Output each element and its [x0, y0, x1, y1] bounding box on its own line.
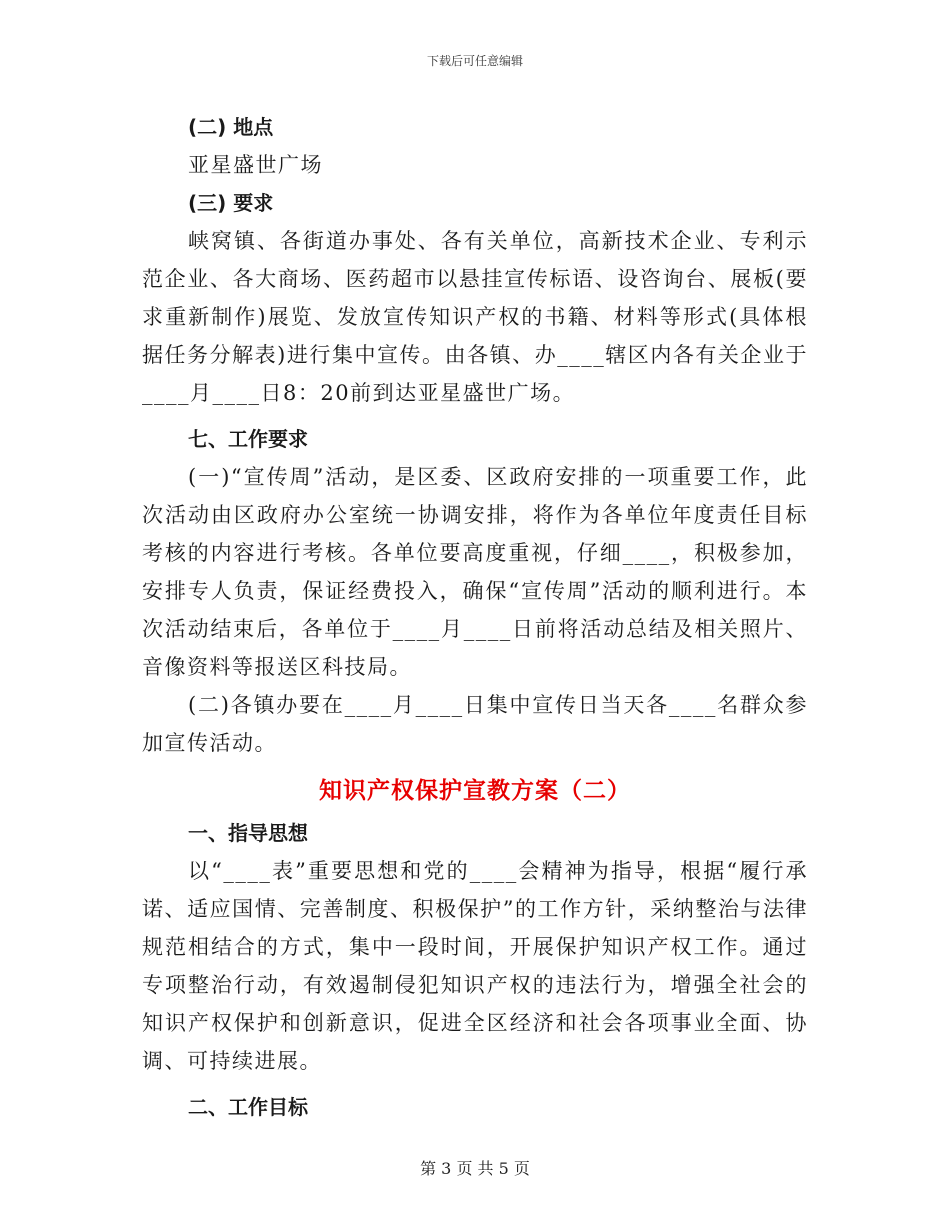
guiding-ideology-paragraph: 以“____表”重要思想和党的____会精神为指导，根据“履行承诺、适应国情、完善制度、积极保护”的工作方针，采纳整治与法律规范相结合的方式，集中一段时间，开展保护知识产权工作。通过专项整治行动，有效遏制侵犯知识产权的违法行为，增强全社会的知识产权保护和创新意识，促进全区经济和社会各项事业全面、协调、可持续进展。: [142, 859, 808, 1073]
work-requirements-paragraph-1: (一)“宣传周”活动，是区委、区政府安排的一项重要工作，此次活动由区政府办公室统一协调安排，将作为各单位年度责任目标考核的内容进行考核。各单位要高度重视，仔细____，积极参加，安排专人负责，保证经费投入，确保“宣传周”活动的顺利进行。本次活动结束后，各单位于____月____日前将活动总结及相关照片、音像资料等报送区科技局。: [142, 465, 808, 679]
document-title: 知识产权保护宣教方案（二）: [319, 778, 631, 804]
page-footer: 第 3 页 共 5 页: [420, 1159, 530, 1178]
requirement-paragraph: 峡窝镇、各街道办事处、各有关单位，高新技术企业、专利示范企业、各大商场、医药超市以悬挂宣传标语、设咨询台、展板(要求重新制作)展览、发放宣传知识产权的书籍、材料等形式(具体根据任务分解表)进行集中宣传。由各镇、办____辖区内各有关企业于____月____日8：20前到达亚星盛世广场。: [142, 229, 808, 405]
section-heading-location: (二) 地点: [188, 115, 274, 139]
section-heading-guiding-ideology: 一、指导思想: [188, 821, 308, 845]
work-requirements-paragraph-2: (二)各镇办要在____月____日集中宣传日当天各____名群众参加宣传活动。: [142, 693, 808, 755]
location-text: 亚星盛世广场: [188, 153, 323, 177]
section-heading-work-goals: 二、工作目标: [188, 1095, 308, 1119]
section-heading-work-requirements: 七、工作要求: [188, 427, 308, 451]
section-heading-requirement: (三) 要求: [188, 191, 274, 215]
page-header: 下载后可任意编辑: [426, 54, 523, 68]
document-body: [142, 108, 808, 1126]
